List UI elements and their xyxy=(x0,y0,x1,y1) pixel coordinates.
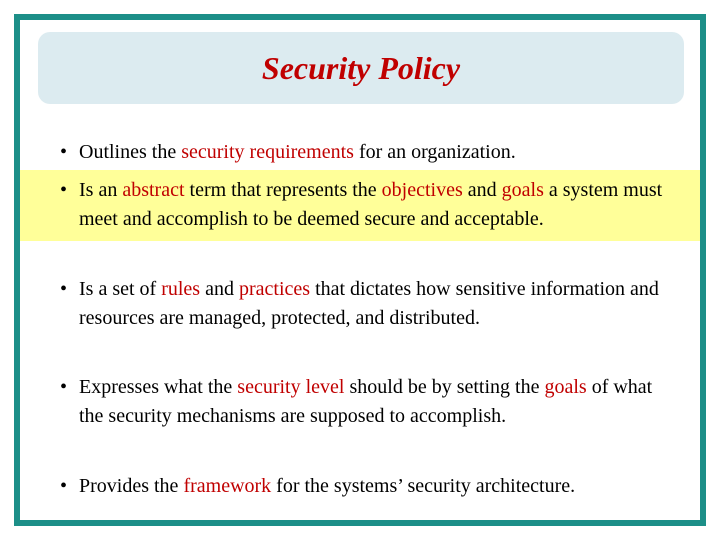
bullet-dot: • xyxy=(60,141,68,163)
bullet-item xyxy=(20,472,700,501)
text-segment: a system must meet and accomplish to be deemed secure and acceptable. xyxy=(79,179,663,230)
emphasis-term: objectives xyxy=(381,179,463,201)
emphasis-term: practices xyxy=(238,278,311,300)
text-segment: Expresses what the xyxy=(79,376,238,398)
bullet-item-highlighted xyxy=(20,170,700,241)
bullet-text xyxy=(79,179,662,230)
slide xyxy=(14,14,706,526)
bullet-item xyxy=(20,138,700,167)
text-segment: Is a set of xyxy=(79,278,162,300)
bullet-text xyxy=(79,376,652,427)
bullet-item xyxy=(20,373,700,430)
text-segment: that dictates how sensitive information and resources are managed, protected, and distributed. xyxy=(79,278,659,329)
bullet-dot: • xyxy=(60,475,68,497)
text-segment: Outlines the xyxy=(79,141,182,163)
emphasis-term: security requirements xyxy=(181,141,354,163)
emphasis-term: framework xyxy=(183,475,272,497)
title-box xyxy=(38,32,684,104)
text-segment: and xyxy=(462,179,502,201)
bullet-dot: • xyxy=(60,179,68,201)
bullet-item xyxy=(20,275,700,332)
text-segment: Is an xyxy=(79,179,123,201)
bullet-dot: • xyxy=(60,278,68,300)
bullet-text xyxy=(79,141,516,163)
text-segment: should be by setting the xyxy=(344,376,545,398)
emphasis-term: abstract xyxy=(122,179,185,201)
text-segment: and xyxy=(200,278,239,300)
text-segment: for an organization. xyxy=(353,141,516,163)
emphasis-term: goals xyxy=(501,179,544,201)
slide-title: Security Policy xyxy=(261,49,461,86)
text-segment: term that represents the xyxy=(184,179,382,201)
emphasis-term: security level xyxy=(237,376,345,398)
text-segment: for the systems’ security architecture. xyxy=(271,475,576,497)
text-segment: Provides the xyxy=(79,475,184,497)
emphasis-term: goals xyxy=(544,376,587,398)
emphasis-term: rules xyxy=(161,278,201,300)
bullet-dot: • xyxy=(60,376,68,398)
bullet-text xyxy=(79,475,575,497)
bullet-text xyxy=(79,278,659,329)
text-segment: of what the security mechanisms are supposed to accomplish. xyxy=(79,376,653,427)
